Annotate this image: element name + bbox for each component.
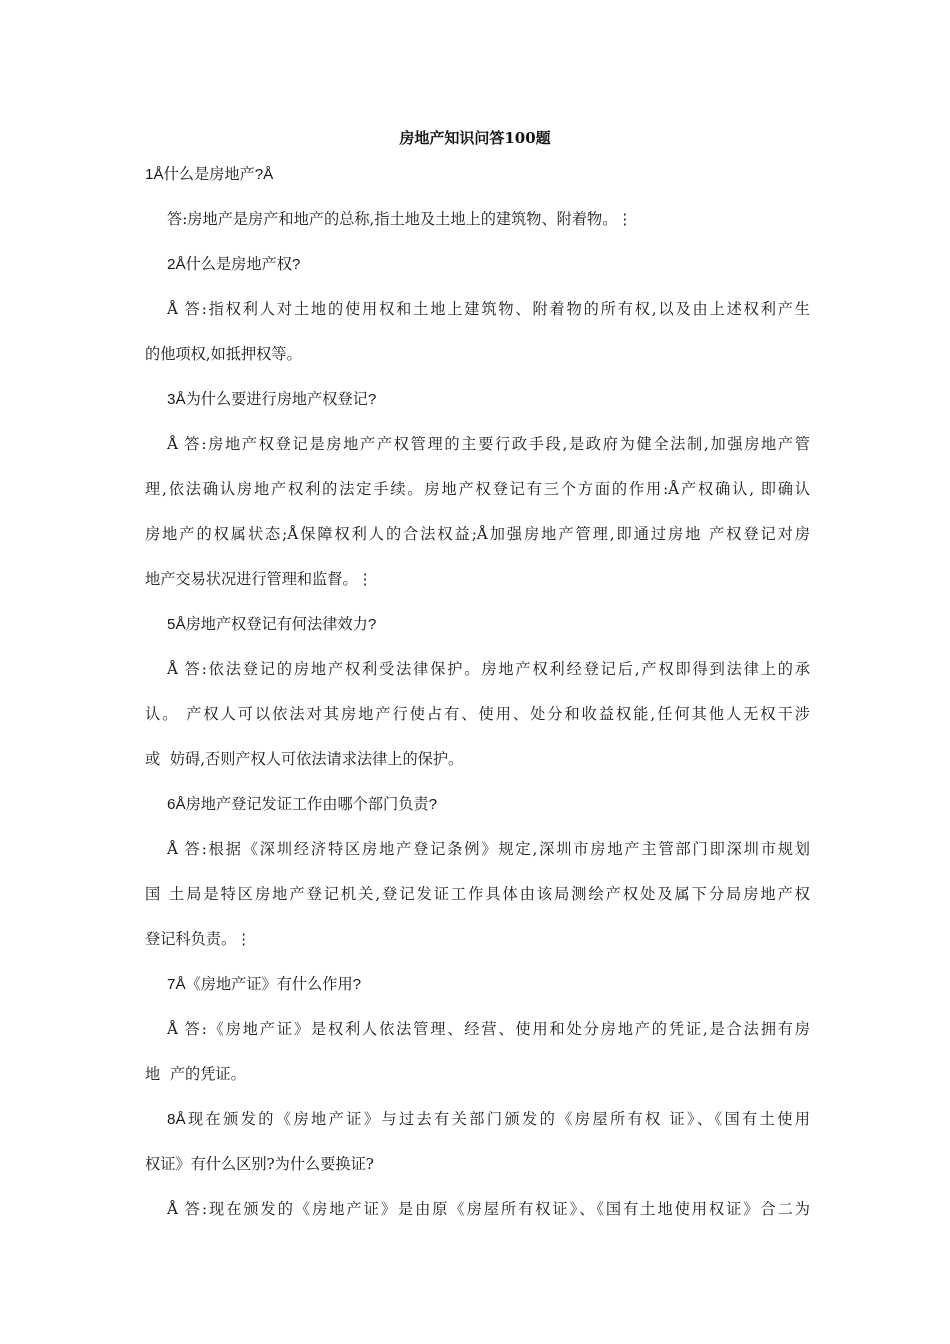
answer-3-line-1: Å 答:房地产权登记是房地产产权管理的主要行政手段,是政府为健全法制,加强房地产管: [167, 435, 810, 453]
answer-7-line-2: 地 产的凭证。: [145, 1065, 246, 1083]
answer-3-line-2: 理,依法确认房地产权利的法定手续。房地产权登记有三个方面的作用:Å产权确认, 即确认: [145, 480, 810, 498]
question-1: 1Å什么是房地产?Å: [145, 166, 274, 183]
question-6: 6Å房地产登记发证工作由哪个部门负责?: [167, 796, 438, 813]
answer-2-line-1: Å 答:指权利人对土地的使用权和土地上建筑物、附着物的所有权,以及由上述权利产生: [167, 300, 810, 318]
question-5: 5Å房地产权登记有何法律效力?: [167, 616, 377, 633]
document-body: [145, 152, 810, 1232]
answer-1: 答:房地产是房产和地产的总称,指土地及土地上的建筑物、附着物。⋮: [167, 210, 633, 228]
answer-5-line-2: 认。 产权人可以依法对其房地产行使占有、使用、处分和收益权能,任何其他人无权干涉: [145, 705, 810, 723]
question-3: 3Å为什么要进行房地产权登记?: [167, 391, 377, 408]
answer-6-line-1: Å 答:根据《深圳经济特区房地产登记条例》规定,深圳市房地产主管部门即深圳市规划: [167, 840, 810, 858]
answer-6-line-2: 国 土局是特区房地产登记机关,登记发证工作具体由该局测绘产权处及属下分局房地产权: [145, 885, 810, 903]
question-8-line-2: 权证》有什么区别?为什么要换证?: [145, 1155, 374, 1173]
document-title: 房地产知识问答100题: [399, 129, 551, 147]
answer-5-line-3: 或 妨碍,否则产权人可依法请求法律上的保护。: [145, 750, 464, 768]
answer-7-line-1: Å 答:《房地产证》是权利人依法管理、经营、使用和处分房地产的凭证,是合法拥有房: [167, 1020, 810, 1038]
answer-3-line-3: 房地产的权属状态;Å保障权利人的合法权益;Å加强房地产管理,即通过房地 产权登记对房: [145, 525, 810, 543]
answer-8-line-1: Å 答:现在颁发的《房地产证》是由原《房屋所有权证》、《国有土地使用权证》合二为: [167, 1200, 810, 1218]
answer-5-line-1: Å 答:依法登记的房地产权利受法律保护。房地产权利经登记后,产权即得到法律上的承: [167, 660, 810, 678]
question-8-line-1: 8Å现在颁发的《房地产证》与过去有关部门颁发的《房屋所有权 证》、《国有土使用: [167, 1111, 810, 1128]
question-2: 2Å什么是房地产权?: [167, 256, 301, 273]
answer-6-line-3: 登记科负责。⋮: [145, 930, 252, 948]
question-7: 7Å《房地产证》有什么作用?: [167, 976, 362, 993]
answer-3-line-4: 地产交易状况进行管理和监督。⋮: [145, 570, 373, 588]
answer-2-line-2: 的他项权,如抵押权等。: [145, 345, 302, 363]
